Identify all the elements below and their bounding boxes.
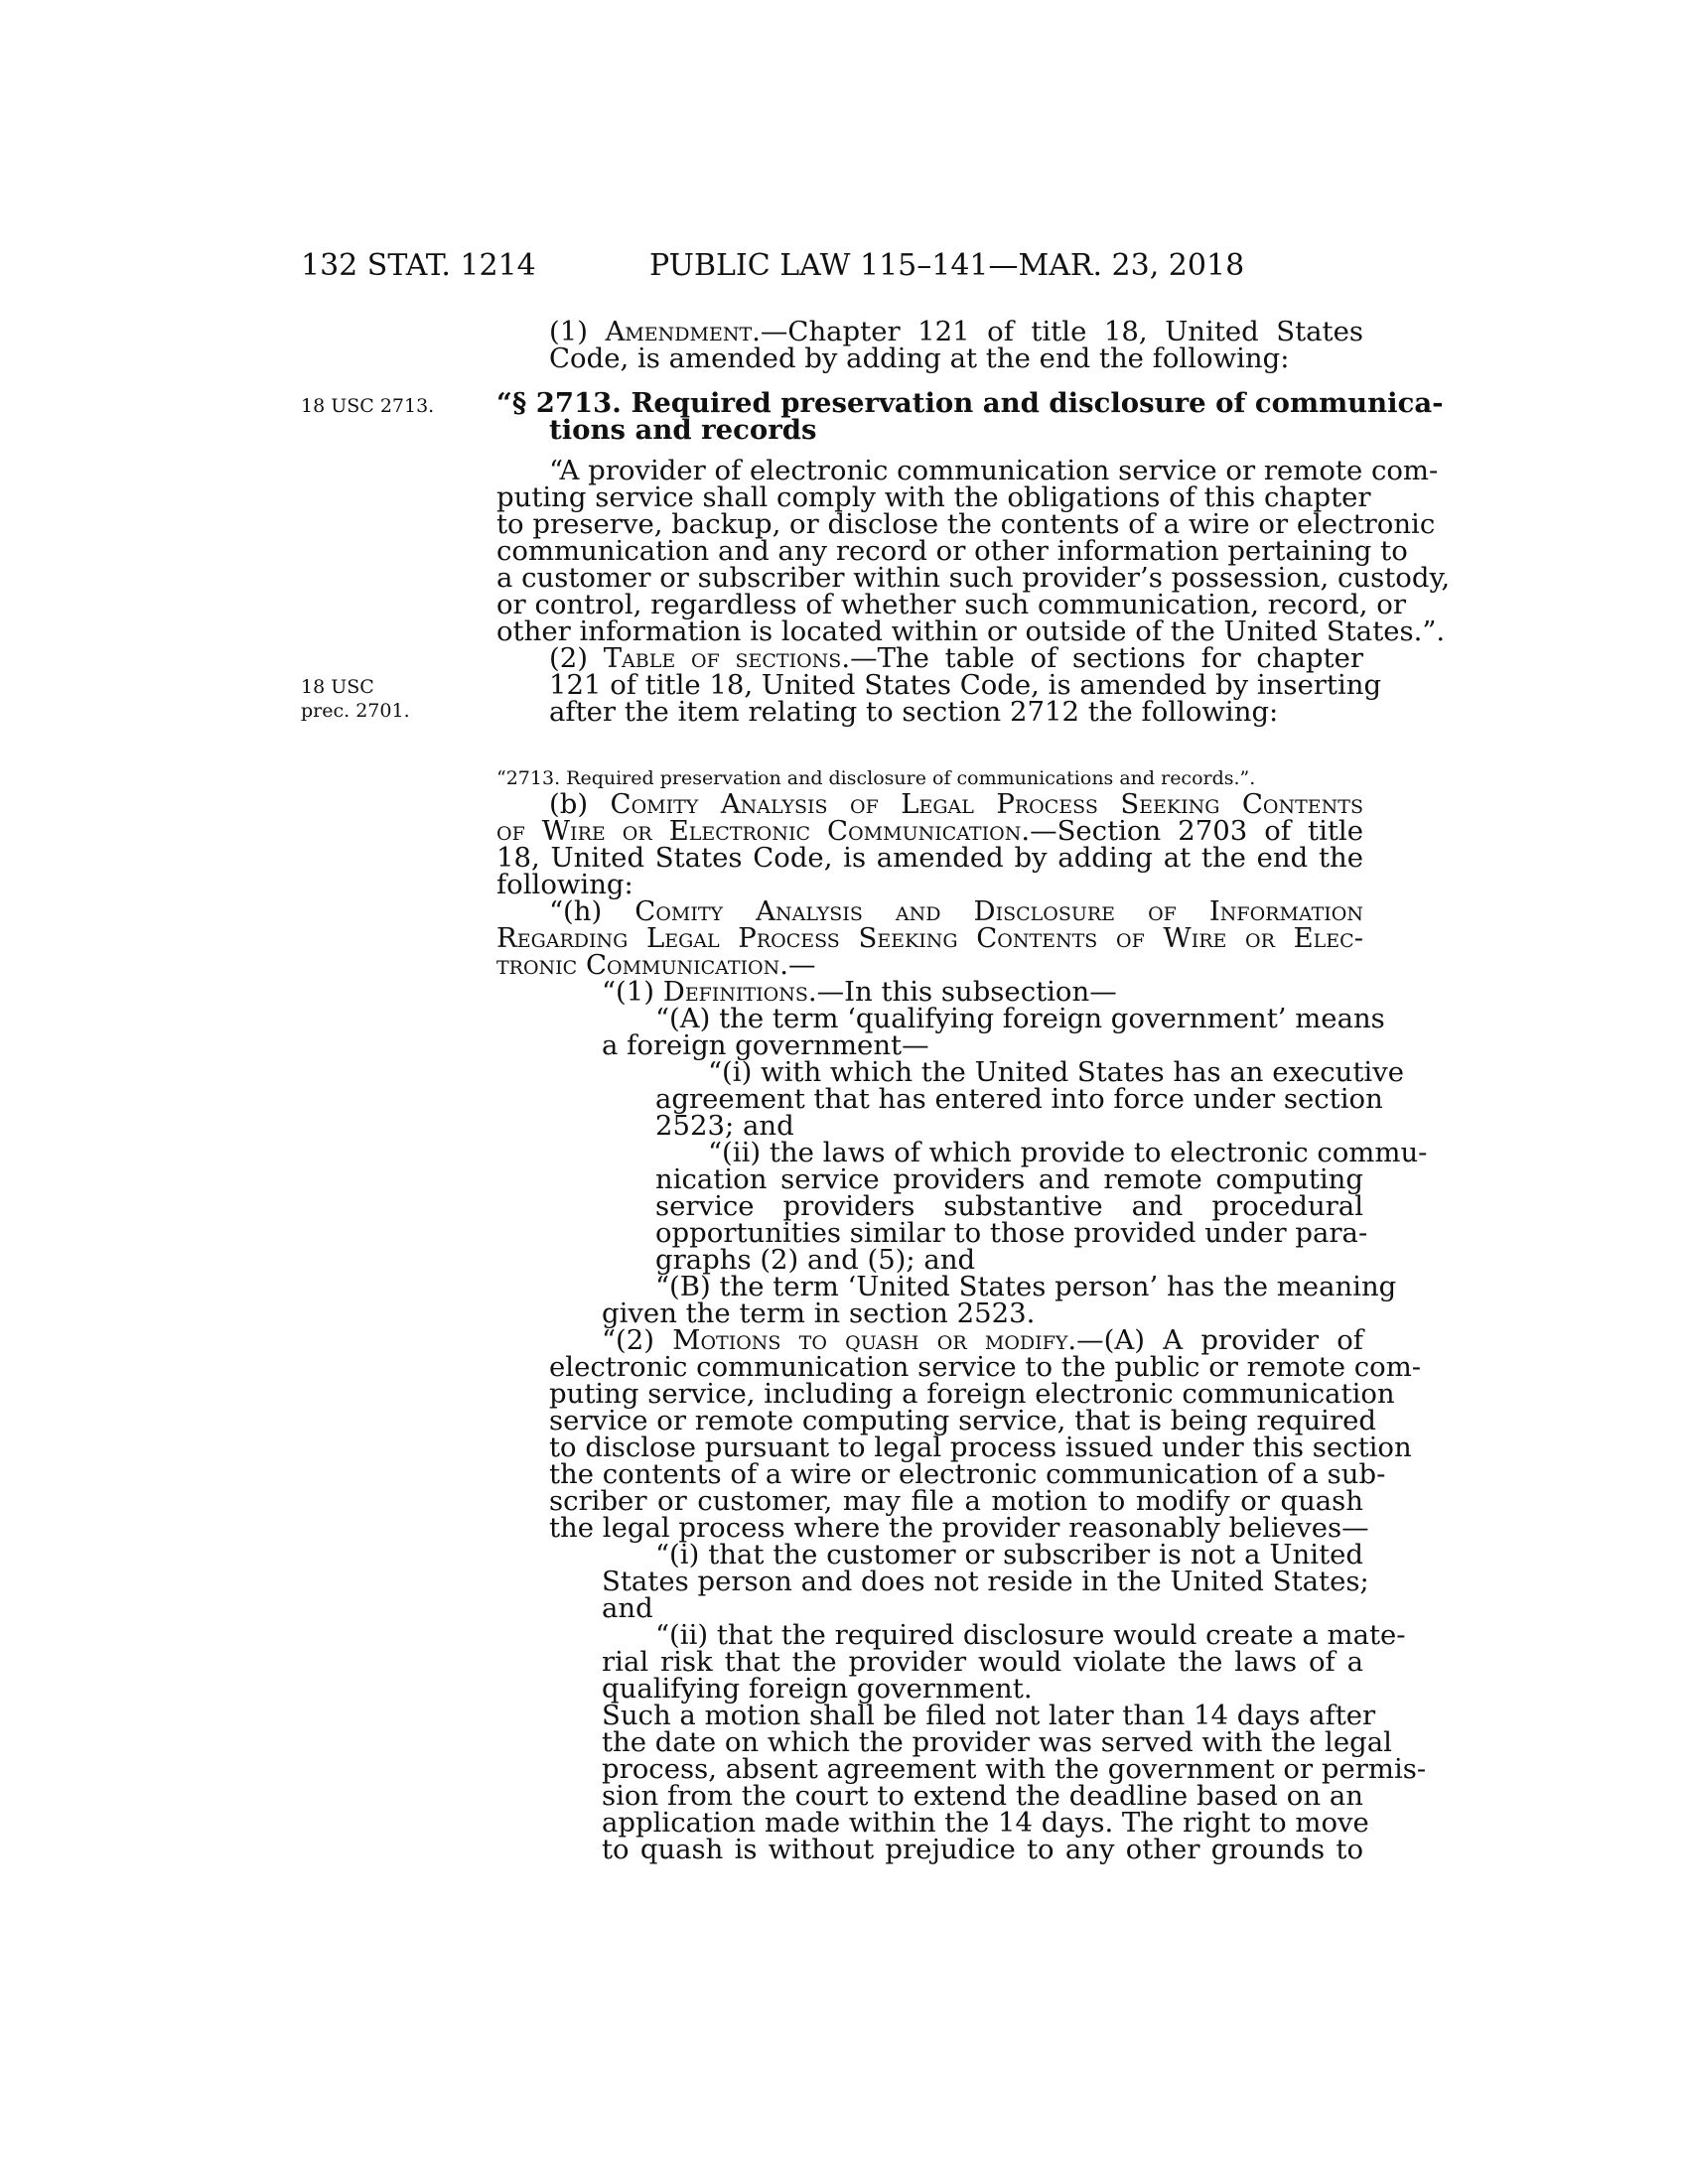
subsection-h-line: “(h) Comity Analysis and Disclosure of Information xyxy=(549,895,1363,927)
section-heading: tions and records xyxy=(549,414,817,446)
stat-citation: 132 STAT. 1214 xyxy=(301,248,536,283)
motions-line: the legal process where the provider reasonably believes— xyxy=(549,1512,1369,1544)
clause-ii-line: opportunities similar to those provided under para- xyxy=(655,1217,1368,1249)
filing-deadline-line: the date on which the provider was served with the legal xyxy=(602,1726,1392,1758)
filing-deadline-line: application made within the 14 days. The right to move xyxy=(602,1807,1369,1839)
clause-ii-line: graphs (2) and (5); and xyxy=(655,1244,976,1276)
motion-clause-i-line: and xyxy=(602,1592,653,1624)
motion-clause-i-line: “(i) that the customer or subscriber is not a United xyxy=(655,1539,1363,1570)
table-of-sections-line: (2) Table of sections.—The table of sections for chapter xyxy=(549,642,1364,674)
motions-line: scriber or customer, may file a motion to modify or quash xyxy=(549,1485,1363,1517)
amendment-paragraph-line: (1) Amendment.—Chapter 121 of title 18, United States xyxy=(549,316,1363,347)
motions-line: “(2) Motions to quash or modify.—(A) A provider of xyxy=(602,1324,1363,1356)
clause-i-line: agreement that has entered into force under section xyxy=(655,1083,1383,1115)
filing-deadline-line: sion from the court to extend the deadline based on an xyxy=(602,1780,1363,1812)
motion-clause-ii-line: qualifying foreign government. xyxy=(602,1673,1033,1705)
definition-b-line: “(B) the term ‘United States person’ has the meaning xyxy=(655,1271,1397,1302)
subsection-h-line: Regarding Legal Process Seeking Contents of Wire or Elec- xyxy=(496,922,1363,954)
section-text-line: a customer or subscriber within such provider’s possession, custody, xyxy=(496,562,1451,594)
clause-i-line: 2523; and xyxy=(655,1110,794,1142)
table-of-sections-line: 121 of title 18, United States Code, is amended by inserting xyxy=(549,669,1382,701)
subsection-b-line: following: xyxy=(496,869,633,900)
definition-a-line: a foreign government— xyxy=(602,1029,929,1061)
margin-note-usc-prec-line2: prec. 2701. xyxy=(301,700,410,722)
filing-deadline-line: Such a motion shall be filed not later than 14 days after xyxy=(602,1700,1376,1731)
definitions-heading: “(1) Definitions.—In this subsection— xyxy=(602,976,1117,1008)
section-text-line: or control, regardless of whether such communication, record, or xyxy=(496,589,1406,620)
subsection-b-line: 18, United States Code, is amended by adding at the end the xyxy=(496,842,1363,874)
section-text-line: to preserve, backup, or disclose the contents of a wire or electronic xyxy=(496,508,1436,540)
section-heading: “§ 2713. Required preservation and disclosure of communica- xyxy=(496,387,1444,419)
motions-line: service or remote computing service, that is being required xyxy=(549,1405,1377,1436)
filing-deadline-line: to quash is without prejudice to any other grounds to xyxy=(602,1834,1363,1865)
motions-line: electronic communication service to the public or remote com- xyxy=(549,1351,1422,1383)
clause-i-line: “(i) with which the United States has an executive xyxy=(708,1056,1405,1088)
definition-a-line: “(A) the term ‘qualifying foreign government’ means xyxy=(655,1003,1385,1034)
section-text-line: other information is located within or outside of the United States.”. xyxy=(496,615,1446,647)
clause-ii-line: “(ii) the laws of which provide to electronic commu- xyxy=(708,1137,1428,1168)
table-of-sections-line: after the item relating to section 2712 the following: xyxy=(549,696,1279,728)
clause-ii-line: nication service providers and remote computing xyxy=(655,1163,1363,1195)
section-text-line: puting service shall comply with the obligations of this chapter xyxy=(496,481,1371,513)
subsection-b-line: of Wire or Electronic Communication.—Section 2703 of title xyxy=(496,815,1363,847)
margin-note-usc-prec-line1: 18 USC xyxy=(301,676,374,698)
toc-item: “2713. Required preservation and disclosure of communications and records.”. xyxy=(496,767,1256,789)
subsection-h-line: tronic Communication.— xyxy=(496,949,816,981)
subsection-b-line: (b) Comity Analysis of Legal Process Seeking Contents xyxy=(549,788,1363,820)
motions-line: puting service, including a foreign electronic communication xyxy=(549,1378,1395,1410)
filing-deadline-line: process, absent agreement with the government or permis- xyxy=(602,1753,1427,1785)
motions-line: the contents of a wire or electronic communication of a sub- xyxy=(549,1458,1386,1490)
section-text-line: communication and any record or other information pertaining to xyxy=(496,535,1408,567)
motion-clause-i-line: States person and does not reside in the United States; xyxy=(602,1566,1369,1597)
motion-clause-ii-line: “(ii) that the required disclosure would create a mate- xyxy=(655,1619,1406,1651)
margin-note-usc-2713: 18 USC 2713. xyxy=(301,395,435,417)
motion-clause-ii-line: rial risk that the provider would violate the laws of a xyxy=(602,1646,1363,1678)
motions-line: to disclose pursuant to legal process issued under this section xyxy=(549,1432,1412,1463)
clause-ii-line: service providers substantive and procedural xyxy=(655,1190,1363,1222)
amendment-paragraph-line: Code, is amended by adding at the end the following: xyxy=(549,342,1290,374)
running-header: PUBLIC LAW 115–141—MAR. 23, 2018 xyxy=(649,248,1245,283)
section-text-line: “A provider of electronic communication service or remote com- xyxy=(549,455,1439,486)
definition-b-line: given the term in section 2523. xyxy=(602,1297,1036,1329)
